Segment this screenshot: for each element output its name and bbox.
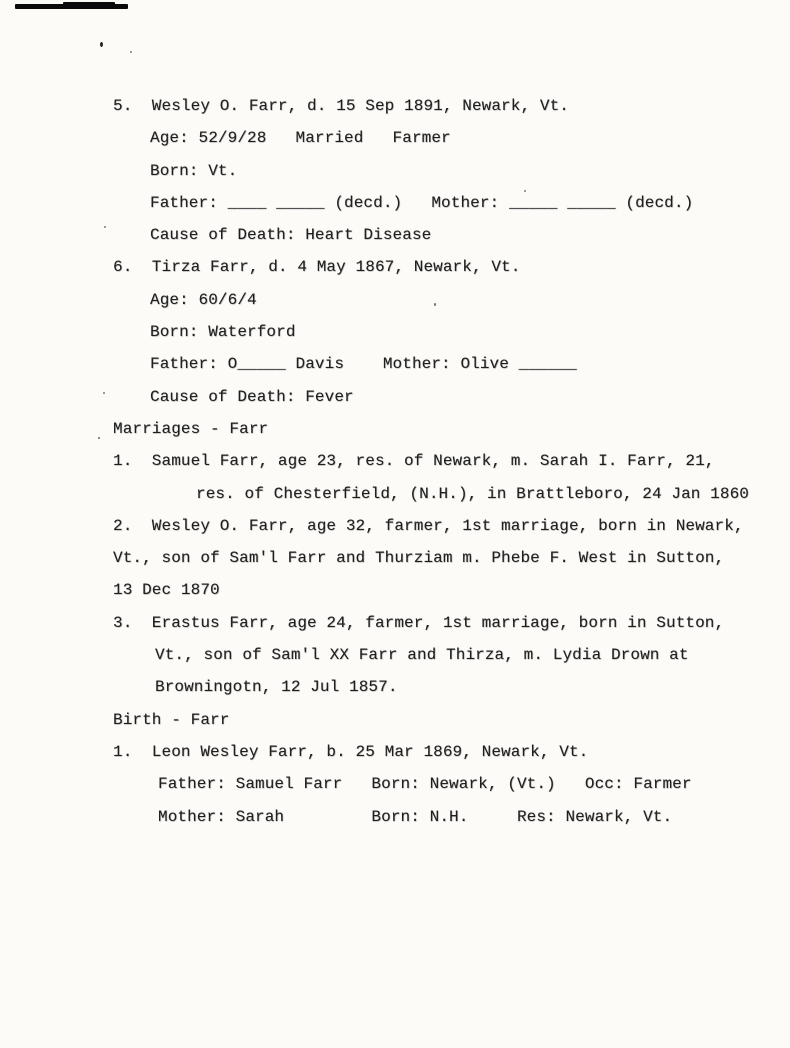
marriage-1-line-1: 1. Samuel Farr, age 23, res. of Newark, m. Sarah I. Farr, 21,	[113, 452, 715, 471]
death-record-5-title: 5. Wesley O. Farr, d. 15 Sep 1891, Newark, Vt.	[113, 97, 569, 115]
ink-speck	[104, 226, 106, 228]
document-body	[113, 90, 749, 833]
death-record-5-parents: Father: ____ _____ (decd.) Mother: _____ _____ (decd.)	[150, 193, 694, 212]
birth-record-1-title: 1. Leon Wesley Farr, b. 25 Mar 1869, Newark, Vt.	[113, 742, 589, 761]
marriage-3-line-2: Vt., son of Sam'l XX Farr and Thirza, m. Lydia Drown at	[155, 646, 689, 665]
marriage-2-line-2: Vt., son of Sam'l Farr and Thurziam m. Phebe F. West in Sutton,	[113, 549, 725, 568]
death-record-6-cause: Cause of Death: Fever	[150, 387, 354, 406]
ink-speck	[98, 437, 100, 439]
ink-speck	[130, 51, 132, 53]
death-record-5-born: Born: Vt.	[150, 161, 238, 180]
marriage-3-line-3: Browningotn, 12 Jul 1857.	[155, 678, 398, 697]
ink-speck	[103, 392, 105, 394]
birth-section-heading: Birth - Farr	[113, 710, 230, 729]
marriage-1-line-2: res. of Chesterfield, (N.H.), in Brattleboro, 24 Jan 1860	[196, 484, 749, 503]
marriage-3-line-1: 3. Erastus Farr, age 24, farmer, 1st marriage, born in Sutton,	[113, 613, 725, 632]
ink-speck	[100, 42, 103, 47]
scan-artifact-bar	[15, 4, 128, 9]
death-record-6-title: 6. Tirza Farr, d. 4 May 1867, Newark, Vt.	[113, 258, 521, 277]
birth-record-1-father: Father: Samuel Farr Born: Newark, (Vt.) Occ: Farmer	[158, 775, 692, 794]
birth-record-1-mother: Mother: Sarah Born: N.H. Res: Newark, Vt.	[158, 807, 673, 826]
marriage-2-line-1: 2. Wesley O. Farr, age 32, farmer, 1st marriage, born in Newark,	[113, 516, 744, 535]
marriages-section-heading: Marriages - Farr	[113, 419, 269, 438]
death-record-5-age: Age: 52/9/28 Married Farmer	[150, 129, 451, 148]
death-record-6-age: Age: 60/6/4	[150, 290, 257, 309]
death-record-5-cause: Cause of Death: Heart Disease	[150, 226, 432, 245]
death-record-6-born: Born: Waterford	[150, 323, 296, 342]
death-record-6-parents: Father: O_____ Davis Mother: Olive ______	[150, 355, 577, 374]
marriage-2-line-3: 13 Dec 1870	[113, 581, 220, 600]
